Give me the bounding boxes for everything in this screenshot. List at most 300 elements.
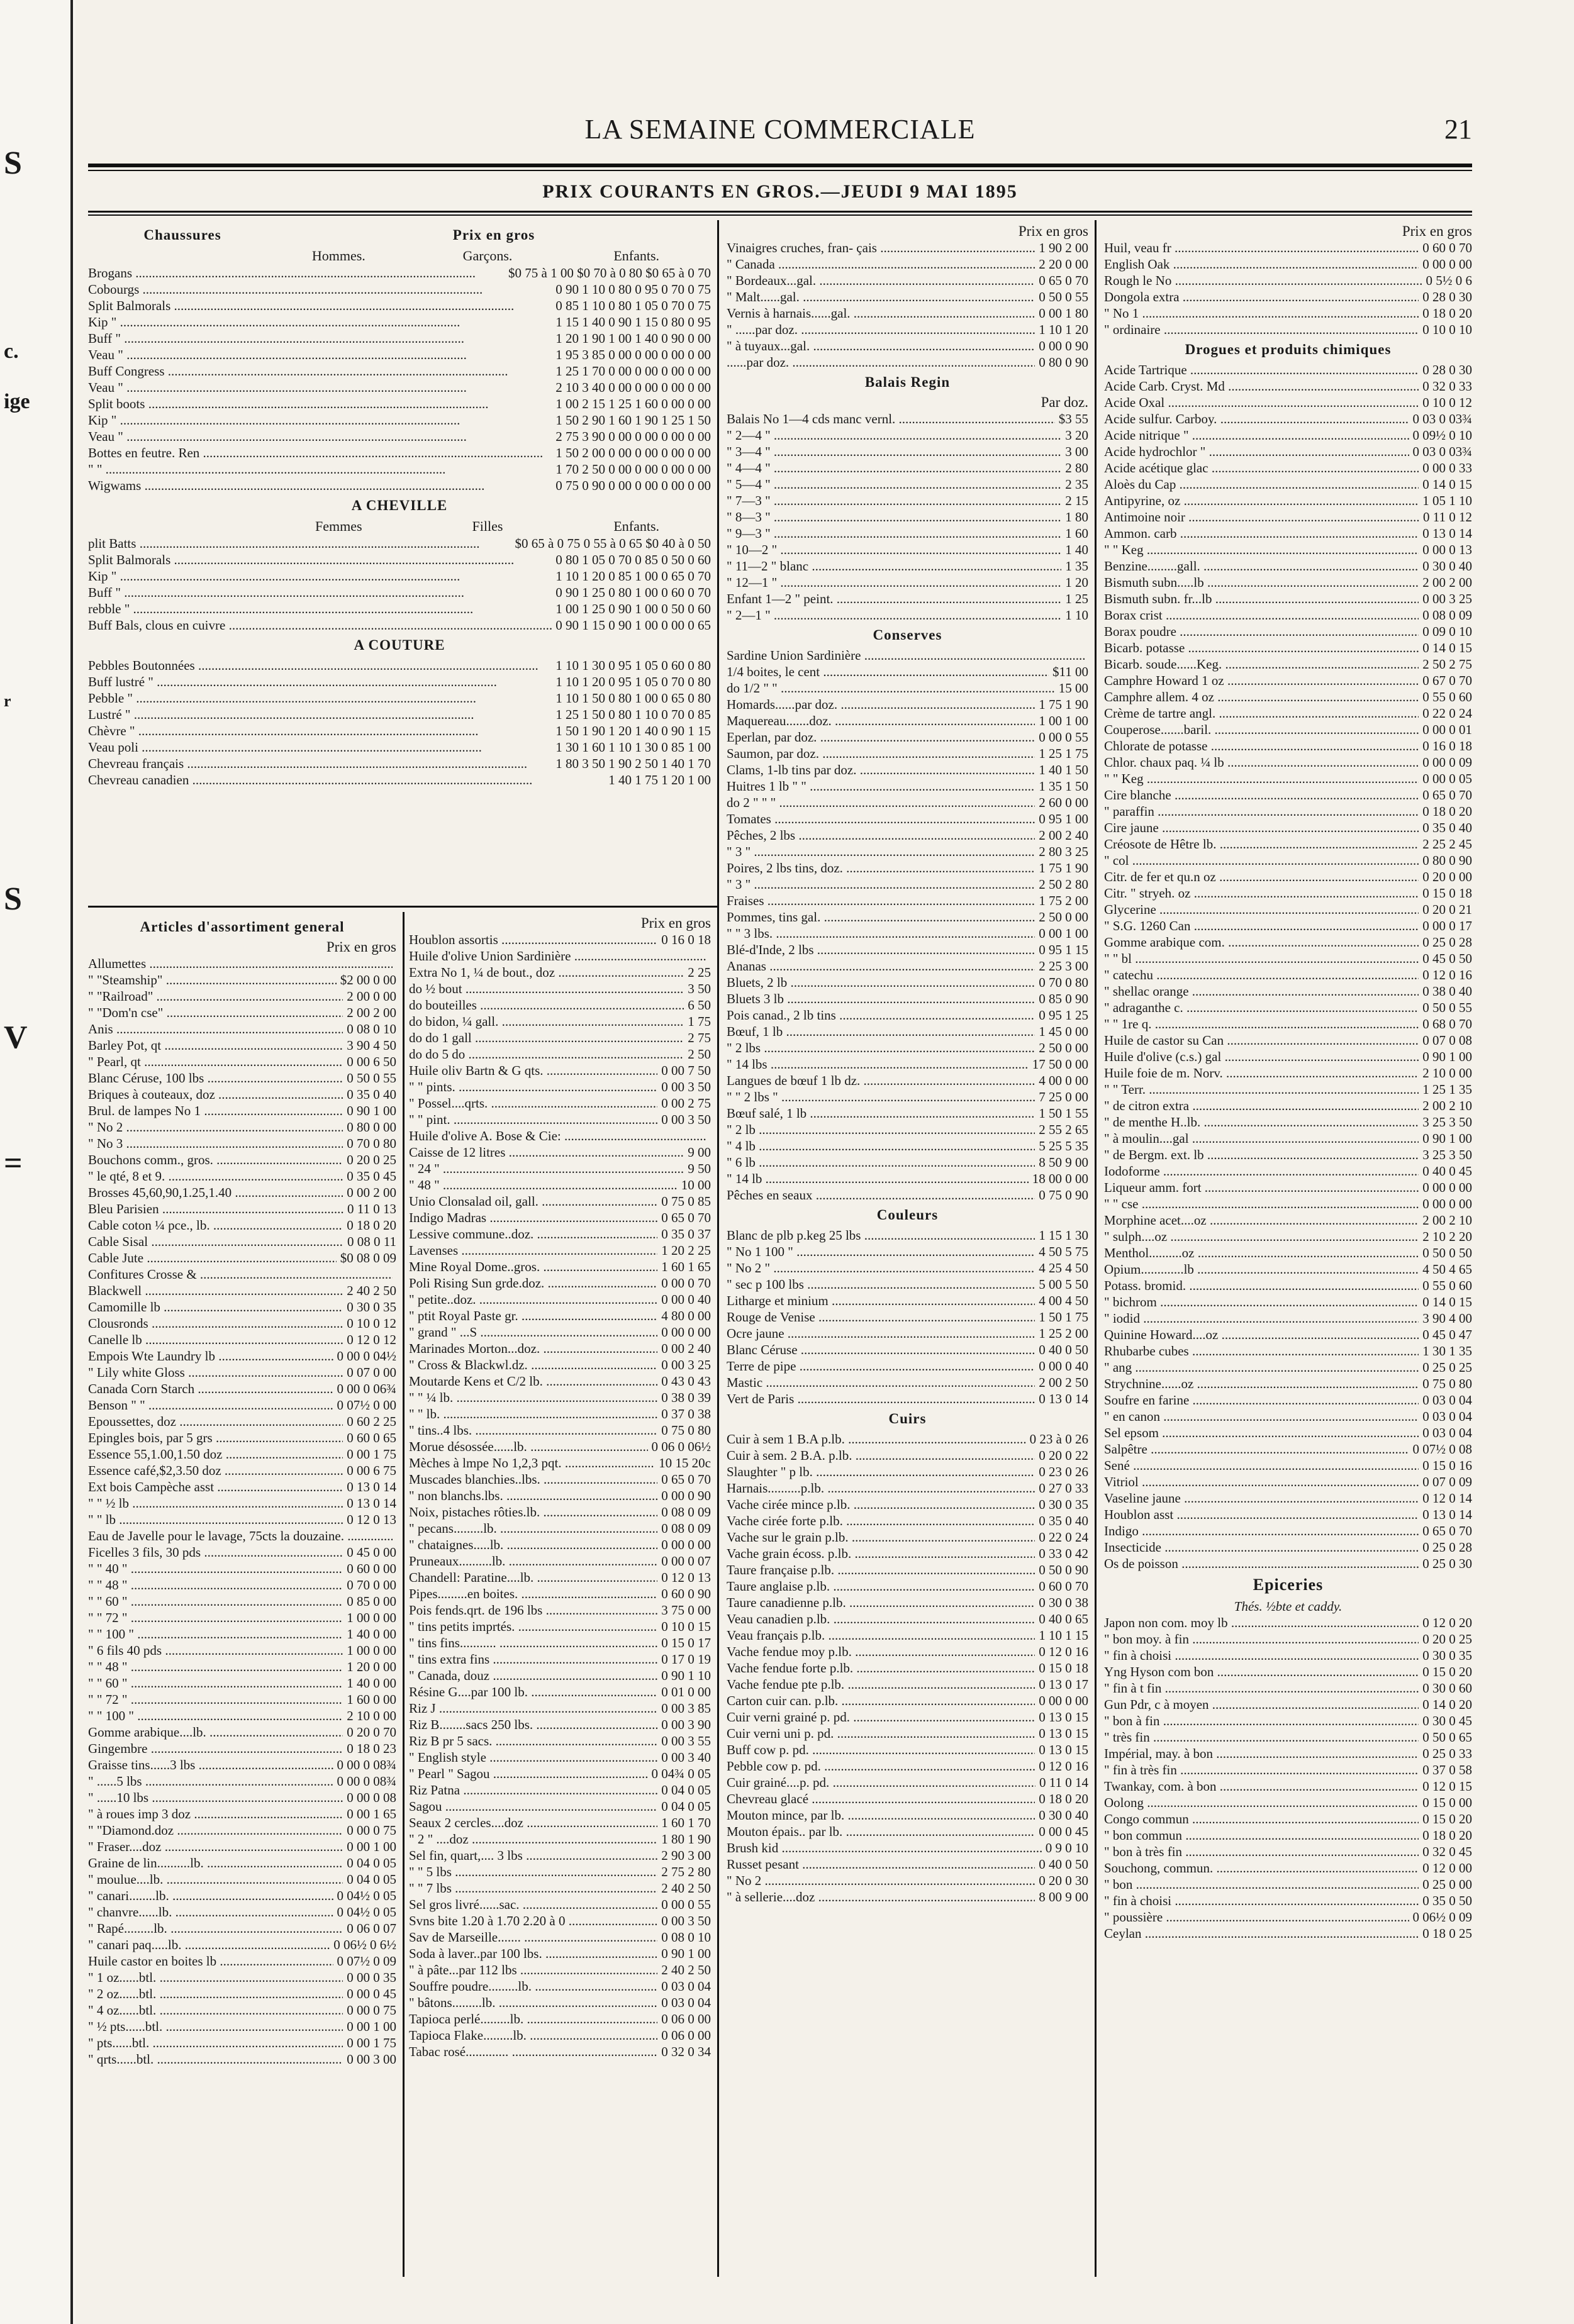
price-row: [727, 321, 1088, 338]
price-row: [1104, 1827, 1472, 1843]
margin-mark: S: [4, 145, 22, 181]
item-name: " Rapé.........lb. .....: [88, 1920, 343, 1937]
margin-mark: S: [4, 881, 22, 917]
item-price: 2 40 2 50: [661, 1962, 711, 1977]
item-price: 0 50 0 90: [1039, 1562, 1088, 1577]
price-row: [88, 477, 711, 494]
item-name: " ......5 lbs .....: [88, 1773, 333, 1789]
item-name: Indigo Madras .....: [409, 1209, 657, 1226]
item-name: " " .....: [88, 461, 552, 477]
item-name: Sel epsom .....: [1104, 1425, 1419, 1441]
item-price: 0 38 0 40: [1422, 984, 1472, 999]
item-name: " qrts......btl. .....: [88, 2051, 343, 2067]
price-row: [88, 379, 711, 396]
item-name: Tabac rosé............. .....: [409, 2043, 657, 2060]
item-name: " English style .....: [409, 1749, 657, 1765]
item-price: 0 90 1 00: [661, 1946, 711, 1961]
price-row: [727, 713, 1088, 729]
item-price: 0 20 0 30: [1039, 1873, 1088, 1888]
item-name: " " 72 " .....: [88, 1610, 343, 1626]
item-name: Veau " .....: [88, 379, 552, 396]
item-price: 0 80 0 90: [1422, 853, 1472, 868]
item-price: 0 13 0 14: [347, 1496, 396, 1511]
articles-section: [88, 915, 396, 2274]
price-row: [1104, 1343, 1472, 1359]
price-row: [88, 1691, 396, 1708]
price-row: [1104, 1048, 1472, 1065]
item-price: 1 25 1 50 0 80 1 10 0 70 0 85: [555, 707, 711, 722]
price-row: [1104, 738, 1472, 754]
item-price: 0 95 1 00: [1039, 811, 1088, 826]
item-name: Sel gros livré......sac. .....: [409, 1896, 657, 1913]
item-name: Indigo .....: [1104, 1523, 1419, 1539]
item-name: " " 60 " .....: [88, 1593, 343, 1610]
item-price: 1 60 1 70: [661, 1815, 711, 1830]
item-name: Huile oliv Bartn & G qts. .....: [409, 1062, 657, 1079]
price-row: [88, 1937, 396, 1953]
price-row: [727, 909, 1088, 925]
item-name: " 9—3 " .....: [727, 525, 1061, 542]
item-name: " adraganthe c. .....: [1104, 999, 1419, 1016]
item-name: " Malt......gal. .....: [727, 289, 1035, 305]
item-price: 4 80 0 00: [661, 1308, 711, 1323]
item-price: 1 95 3 85 0 00 0 00 0 00 0 00: [555, 347, 711, 362]
item-name: Ammon. carb .....: [1104, 525, 1419, 542]
item-price: 1 10 1 30 0 95 1 05 0 60 0 80: [555, 658, 711, 673]
item-name: " canari paq.....lb. .....: [88, 1937, 330, 1953]
price-row: [1104, 1696, 1472, 1713]
item-name: Soda à laver..par 100 lbs. .....: [409, 1945, 657, 1962]
item-name: Sel fin, quart,.... 3 lbs .....: [409, 1847, 657, 1864]
price-row: [727, 1374, 1088, 1391]
item-price: 1 40 1 50: [1039, 762, 1088, 777]
price-row: [1104, 1615, 1472, 1631]
price-row: [727, 696, 1088, 713]
item-name: Gingembre .....: [88, 1740, 343, 1757]
price-row: [727, 1325, 1088, 1342]
item-price: 1 75 2 00: [1039, 893, 1088, 908]
price-row: [727, 827, 1088, 843]
item-price: 1 40 1 75 1 20 1 00: [608, 772, 711, 787]
price-row: [88, 1838, 396, 1855]
item-name: " Fraser....doz .....: [88, 1838, 343, 1855]
item-price: 0 75 0 80: [1422, 1376, 1472, 1391]
price-row: [1104, 427, 1472, 443]
item-price: 0 25 0 30: [1422, 1556, 1472, 1571]
price-row: [88, 1855, 396, 1871]
item-name: Sagou .....: [409, 1798, 657, 1815]
item-name: Bottes en feutre. Ren .....: [88, 445, 552, 461]
price-row: [727, 1791, 1088, 1807]
item-name: Yng Hyson com bon .....: [1104, 1664, 1419, 1680]
item-price: 0 04¾ 0 05: [651, 1766, 711, 1781]
price-row: [88, 972, 396, 988]
item-name: Eau de Javelle pour le lavage, 75cts la douzaine. .....: [88, 1528, 393, 1544]
item-name: Pommes, tins gal. .....: [727, 909, 1035, 925]
item-price: 0 20 0 00: [1422, 869, 1472, 884]
column-rule: [403, 912, 405, 2277]
item-price: 0 00 6 75: [347, 1463, 396, 1478]
item-name: Ficelles 3 fils, 30 pds .....: [88, 1544, 343, 1560]
item-price: 0 30 0 38: [1039, 1595, 1088, 1610]
item-name: " Canada .....: [727, 256, 1035, 272]
item-price: 2 00 2 50: [1039, 1375, 1088, 1390]
item-price: 2 10 3 40 0 00 0 00 0 00 0 00: [555, 380, 711, 395]
item-price: 0 45 0 00: [347, 1545, 396, 1560]
item-price: 0 11 0 14: [1039, 1775, 1088, 1790]
price-row: [88, 1004, 396, 1021]
price-row: [1104, 558, 1472, 574]
price-row: [88, 1511, 396, 1528]
item-name: Split Balmorals .....: [88, 552, 552, 568]
price-row: [1104, 656, 1472, 672]
price-row: [88, 988, 396, 1004]
price-row: [409, 1700, 711, 1716]
item-name: Antimoine noir .....: [1104, 509, 1419, 525]
price-row: [727, 492, 1088, 509]
item-price: 1 20 2 25: [661, 1243, 711, 1258]
item-price: 1 35 1 50: [1039, 779, 1088, 794]
item-price: 0 70 0 80: [1039, 975, 1088, 990]
couture-title: A COUTURE: [354, 637, 445, 653]
item-price: 0 11 0 13: [347, 1201, 396, 1216]
price-row: [727, 1889, 1088, 1905]
price-row: [1104, 1196, 1472, 1212]
price-row: [409, 1357, 711, 1373]
item-price: 1 25 1 70 0 00 0 00 0 00 0 00: [555, 364, 711, 379]
price-row: [1104, 721, 1472, 738]
item-name: Sardine Union Sardinière .....: [727, 647, 1085, 664]
item-name: " Lily white Gloss .....: [88, 1364, 343, 1381]
item-price: 1 20 0 00: [347, 1659, 396, 1674]
item-name: " " Keg .....: [1104, 770, 1419, 787]
item-price: 2 00 2 10: [1422, 1098, 1472, 1113]
conserves-title: Conserves: [873, 627, 942, 643]
item-price: 0 15 0 17: [661, 1635, 711, 1650]
price-row: [1104, 378, 1472, 394]
price-row: [727, 1709, 1088, 1725]
item-price: 0 25 0 33: [1422, 1746, 1472, 1761]
item-name: " pecans.........lb. .....: [409, 1520, 657, 1537]
price-row: [1104, 999, 1472, 1016]
item-price: 0 23 0 26: [1039, 1464, 1088, 1479]
item-name: Chevreau glacé .....: [727, 1791, 1035, 1807]
price-row: [409, 997, 711, 1013]
price-row: [88, 1250, 396, 1266]
item-price: [1085, 647, 1088, 664]
price-row: [727, 1693, 1088, 1709]
item-price: 0 12 0 12: [347, 1332, 396, 1347]
price-row: [409, 931, 711, 948]
item-price: 0 14 0 15: [1422, 1294, 1472, 1309]
item-price: 1 20 1 90 1 00 1 40 0 90 0 00: [555, 331, 711, 346]
price-row: [1104, 869, 1472, 885]
price-row: [88, 1168, 396, 1184]
item-price: 1 10 1 15: [1039, 1628, 1088, 1643]
price-row: [88, 601, 711, 617]
price-row: [1104, 852, 1472, 869]
price-row: [409, 1406, 711, 1422]
item-price: 0 35 0 40: [1422, 820, 1472, 835]
price-row: [727, 1774, 1088, 1791]
item-price: 4 00 0 00: [1039, 1073, 1088, 1088]
item-price: 0 90 1 00: [1422, 1131, 1472, 1146]
item-price: 0 20 0 22: [1039, 1448, 1088, 1463]
item-name: Huile d'olive (c.s.) gal .....: [1104, 1048, 1419, 1065]
item-price: 2 50: [688, 1047, 711, 1062]
item-name: Chlor. chaux paq. ¼ lb .....: [1104, 754, 1419, 770]
item-name: Epingles bois, par 5 grs .....: [88, 1430, 343, 1446]
item-price: 2 50 2 75: [1422, 657, 1472, 672]
item-name: Ext bois Campèche asst .....: [88, 1479, 343, 1495]
item-name: " Canada, douz .....: [409, 1667, 657, 1684]
item-name: " 3 " .....: [727, 843, 1035, 860]
item-price: 0 90 1 10: [661, 1668, 711, 1683]
item-name: Acide acétique glac .....: [1104, 460, 1419, 476]
item-name: " 24 " .....: [409, 1160, 684, 1177]
price-row: [88, 1282, 396, 1299]
item-name: Mastic .....: [727, 1374, 1035, 1391]
price-row: [1104, 705, 1472, 721]
item-price: 0 12 0 20: [1422, 1615, 1472, 1630]
item-price: 0 13 0 14: [1422, 526, 1472, 541]
item-price: 6 50: [688, 998, 711, 1013]
price-row: [727, 1840, 1088, 1856]
item-name: Tapioca perlé.........lb. .....: [409, 2011, 657, 2027]
item-name: Graisse tins......3 lbs .....: [88, 1757, 333, 1773]
item-name: " tins..4 lbs. .....: [409, 1422, 657, 1438]
price-row: [88, 445, 711, 461]
price-row: [409, 1765, 711, 1782]
item-name: Strychnine......oz .....: [1104, 1376, 1419, 1392]
item-name: Blé-d'Inde, 2 lbs .....: [727, 942, 1035, 958]
item-price: 2 00 2 00: [347, 1005, 396, 1020]
item-price: [393, 955, 396, 972]
item-name: " " 40 " .....: [88, 1560, 343, 1577]
price-row: [409, 1880, 711, 1896]
item-name: Blanc de plb p.keg 25 lbs .....: [727, 1227, 1035, 1243]
item-price: 0 07½ 0 08: [1412, 1442, 1472, 1457]
col-head: Filles: [472, 518, 503, 534]
price-row: [727, 745, 1088, 762]
price-row: [727, 1056, 1088, 1072]
item-name: Riz B........sacs 250 lbs. .....: [409, 1716, 657, 1733]
item-name: Borax crist .....: [1104, 607, 1419, 623]
item-name: Ocre jaune .....: [727, 1325, 1035, 1342]
price-row: [409, 1782, 711, 1798]
price-row: [88, 706, 711, 723]
item-price: 0 25 0 28: [1422, 935, 1472, 950]
item-name: Mine Royal Dome..gros. .....: [409, 1259, 657, 1275]
item-name: Cuir verni uni p. pd. .....: [727, 1725, 1035, 1742]
price-row: [1104, 1664, 1472, 1680]
item-name: Créosote de Hêtre lb. .....: [1104, 836, 1419, 852]
item-name: " non blanchs.lbs. .....: [409, 1487, 657, 1504]
col-head: Garçons.: [462, 248, 513, 264]
price-row: [727, 1742, 1088, 1758]
price-row: [409, 1193, 711, 1209]
price-row: [1104, 934, 1472, 950]
item-price: 2 10 0 00: [347, 1708, 396, 1723]
price-row: [727, 1562, 1088, 1578]
item-price: 0 90 1 25 0 80 1 00 0 60 0 70: [555, 585, 711, 600]
price-row: [727, 272, 1088, 289]
item-price: 2 40 2 50: [661, 1881, 711, 1896]
item-price: 0 60 2 25: [347, 1414, 396, 1429]
item-price: $2 00 0 00: [340, 972, 396, 987]
item-price: 0 90 1 00: [347, 1103, 396, 1118]
item-name: Marinades Morton...doz. .....: [409, 1340, 657, 1357]
item-name: Chèvre " .....: [88, 723, 552, 739]
price-row: [88, 1054, 396, 1070]
price-row: [727, 476, 1088, 492]
item-name: Allumettes .....: [88, 955, 393, 972]
item-price: 0 35 0 40: [1039, 1513, 1088, 1528]
price-row: [1104, 240, 1472, 256]
item-price: 0 00 6 50: [347, 1054, 396, 1069]
item-price: 1 20: [1065, 575, 1088, 590]
price-row: [409, 1667, 711, 1684]
price-row: [727, 1496, 1088, 1513]
price-row: [727, 558, 1088, 574]
price-row: [1104, 1729, 1472, 1745]
item-name: " chanvre......lb. .....: [88, 1904, 333, 1920]
price-row: [727, 1725, 1088, 1742]
item-price: 0 16 0 18: [661, 932, 711, 947]
item-name: Brosses 45,60,90,1.25,1.40 .....: [88, 1184, 343, 1201]
item-name: " " pints. .....: [409, 1079, 657, 1095]
item-price: 1 60 1 65: [661, 1259, 711, 1274]
price-row: [88, 428, 711, 445]
item-name: Vache cirée forte p.lb. .....: [727, 1513, 1035, 1529]
item-name: 1/4 boites, le cent .....: [727, 664, 1049, 680]
price-row: [1104, 820, 1472, 836]
item-price: $11 00: [1052, 664, 1088, 679]
price-row: [727, 1138, 1088, 1154]
price-row: [727, 289, 1088, 305]
price-row: [727, 1089, 1088, 1105]
item-price: 4 25 4 50: [1039, 1260, 1088, 1276]
item-name: Kip " .....: [88, 314, 552, 330]
price-row: [727, 925, 1088, 942]
item-price: 0 00 1 65: [347, 1806, 396, 1821]
price-row: [727, 1342, 1088, 1358]
item-price: 0 00 1 75: [347, 2035, 396, 2050]
item-name: Cobourgs .....: [88, 281, 552, 297]
item-name: Camphre allem. 4 oz .....: [1104, 689, 1419, 705]
price-row: [409, 1177, 711, 1193]
item-price: 0 38 0 39: [661, 1390, 711, 1405]
price-row: [1104, 1876, 1472, 1893]
price-row: [409, 1275, 711, 1291]
item-price: 0 9 0 10: [1045, 1840, 1088, 1855]
item-price: 0 03 0 04: [1422, 1393, 1472, 1408]
item-price: 0 45 0 50: [1422, 951, 1472, 966]
item-name: " 2 lbs .....: [727, 1040, 1035, 1056]
item-name: Camomille lb .....: [88, 1299, 343, 1315]
item-price: 0 08 0 09: [661, 1521, 711, 1536]
item-name: " bâtons.........lb. .....: [409, 1994, 657, 2011]
item-name: " S.G. 1260 Can .....: [1104, 918, 1419, 934]
item-name: Russet pesant .....: [727, 1856, 1035, 1872]
item-name: " de Bergm. ext. lb .....: [1104, 1147, 1419, 1163]
item-name: " à sellerie....doz .....: [727, 1889, 1035, 1905]
item-price: 0 13 0 15: [1039, 1726, 1088, 1741]
item-name: Os de poisson .....: [1104, 1555, 1419, 1572]
item-price: 0 13 0 14: [1422, 1507, 1472, 1522]
item-price: 2 50 0 00: [1039, 1040, 1088, 1055]
item-name: Vache grain écoss. p.lb. .....: [727, 1545, 1035, 1562]
item-price: [707, 1128, 711, 1144]
item-price: 4 00 4 50: [1039, 1293, 1088, 1308]
price-row: [727, 942, 1088, 958]
price-row: [88, 1201, 396, 1217]
price-row: [1104, 1261, 1472, 1277]
price-row: [88, 723, 711, 739]
item-name: Morphine acet....oz .....: [1104, 1212, 1419, 1228]
price-row: [409, 1438, 711, 1455]
item-name: rebble " .....: [88, 601, 552, 617]
price-row: [727, 1578, 1088, 1594]
price-row: [1104, 1893, 1472, 1909]
item-price: 1 50 1 75: [1039, 1309, 1088, 1325]
item-price: 0 65 0 70: [1039, 273, 1088, 288]
item-price: 2 00 2 10: [1422, 1213, 1472, 1228]
price-row: [409, 1520, 711, 1537]
item-name: " pts......btl. .....: [88, 2035, 343, 2051]
price-row: [88, 1708, 396, 1724]
item-price: 1 25 1 35: [1422, 1082, 1472, 1097]
price-row: [727, 1121, 1088, 1138]
item-name: plit Batts .....: [88, 535, 511, 552]
item-name: " 6 fils 40 pds .....: [88, 1642, 343, 1659]
item-name: Quinine Howard....oz .....: [1104, 1326, 1419, 1343]
item-name: Cable coton ¼ pce., lb. .....: [88, 1217, 343, 1233]
price-row: [1104, 1860, 1472, 1876]
item-name: Sav de Marseille....... .....: [409, 1929, 657, 1945]
item-name: Brogans .....: [88, 265, 505, 281]
price-row: [727, 1040, 1088, 1056]
item-price: 0 00 1 75: [347, 1447, 396, 1462]
price-row: [727, 843, 1088, 860]
item-price: 0 07½ 0 09: [337, 1954, 396, 1969]
item-name: Barley Pot, qt .....: [88, 1037, 343, 1054]
price-row: [727, 1545, 1088, 1562]
item-price: 0 5½ 0 6: [1426, 273, 1472, 288]
price-row: [1104, 1163, 1472, 1179]
price-row: [727, 1154, 1088, 1170]
price-row: [1104, 574, 1472, 591]
col-head: Enfants.: [613, 518, 660, 534]
item-name: " " 72 " .....: [88, 1691, 343, 1708]
item-price: 0 65 0 70: [1422, 787, 1472, 803]
item-price: 0 30 0 35: [1039, 1497, 1088, 1512]
price-row: [88, 1969, 396, 1986]
price-row: [1104, 256, 1472, 272]
item-name: Acide Tartrique .....: [1104, 362, 1419, 378]
item-price: 0 12 0 16: [1039, 1759, 1088, 1774]
item-name: " "Dom'n cse" .....: [88, 1004, 343, 1021]
item-name: " " 7 lbs .....: [409, 1880, 657, 1896]
price-row: [1104, 492, 1472, 509]
price-row: [1104, 460, 1472, 476]
item-price: 0 23 à 0 26: [1029, 1432, 1088, 1447]
item-name: " col .....: [1104, 852, 1419, 869]
price-row: [88, 1233, 396, 1250]
item-price: 0 00 3 85: [661, 1701, 711, 1716]
item-price: [707, 948, 711, 964]
item-name: " 2—1 " .....: [727, 607, 1061, 623]
